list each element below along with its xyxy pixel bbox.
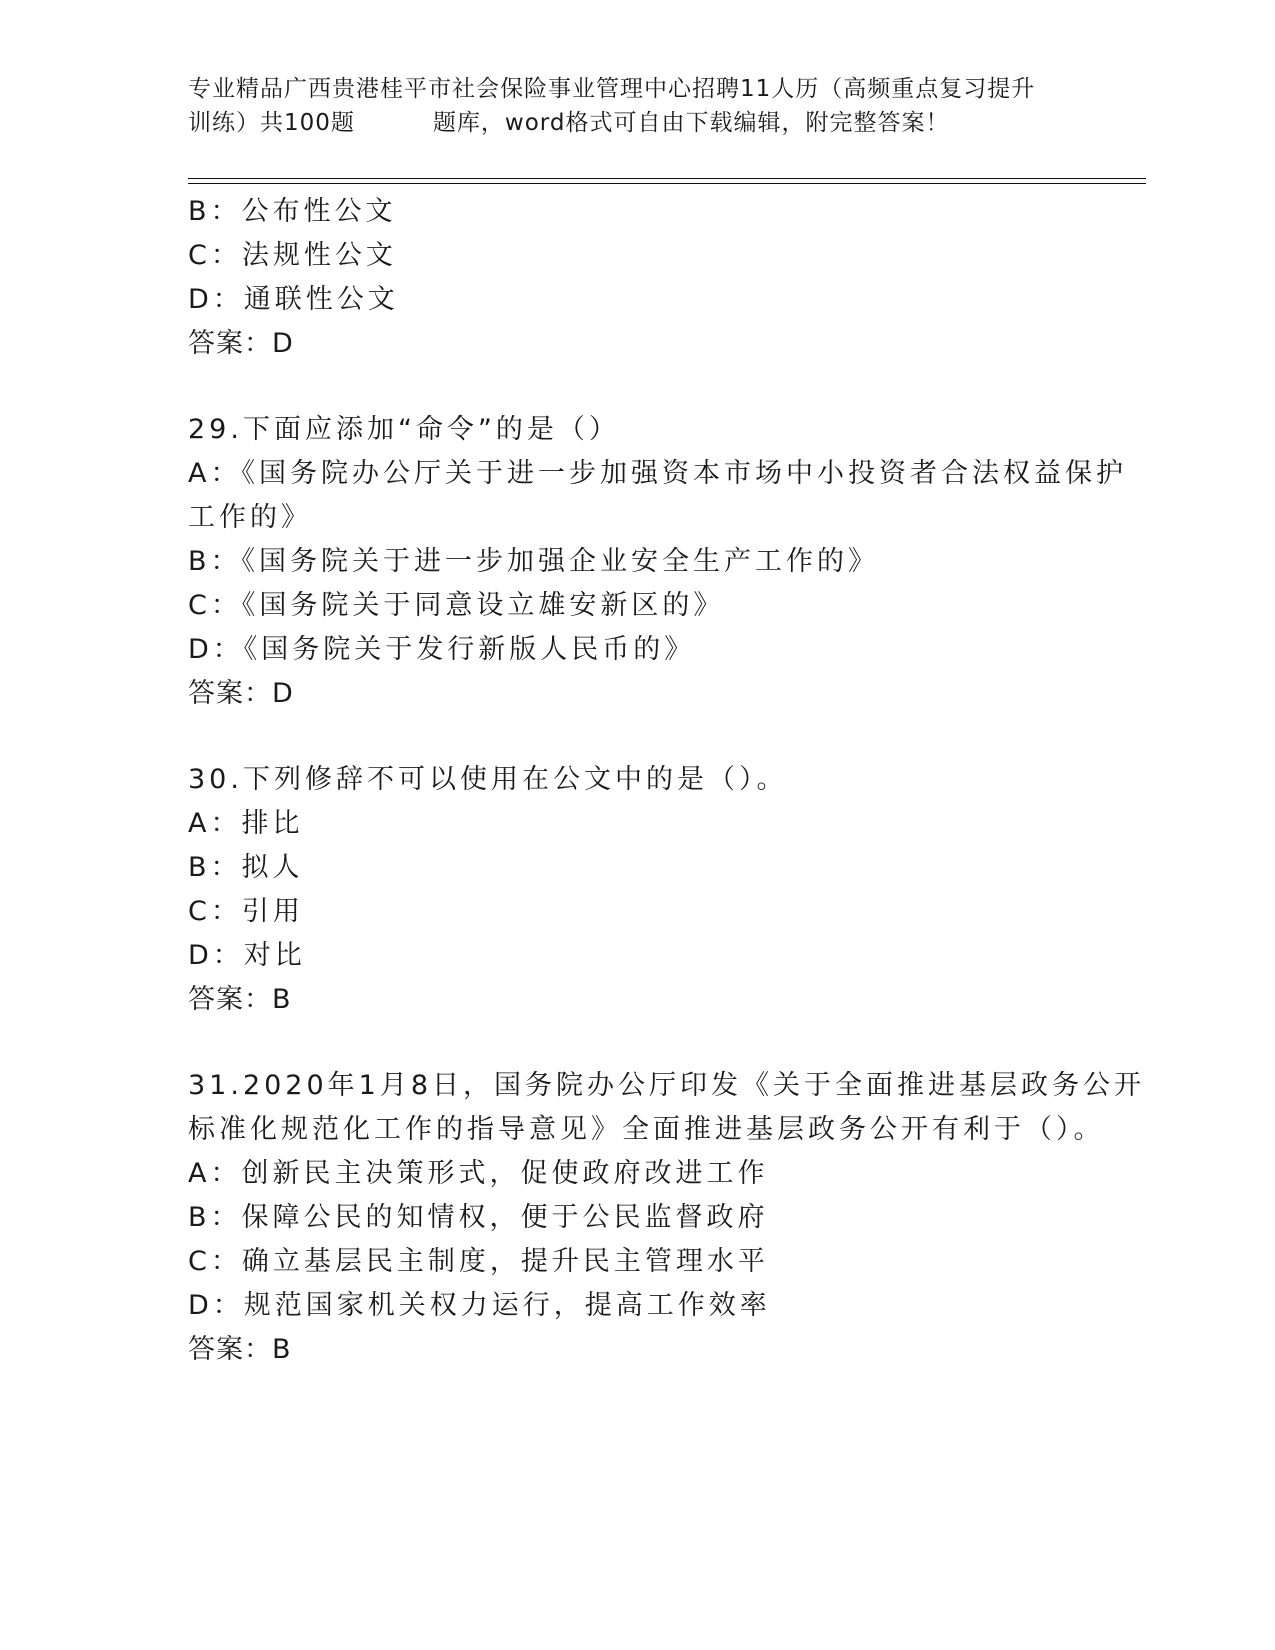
q28-option-d: D：通联性公文 bbox=[188, 284, 399, 315]
q29-option-d: D：《国务院关于发行新版人民币的》 bbox=[188, 634, 696, 665]
q31-option-b: B：保障公民的知情权，便于公民监督政府 bbox=[188, 1202, 769, 1233]
header-line-2-left: 训练）共100题 bbox=[188, 110, 355, 136]
q29-answer: 答案：D bbox=[188, 678, 294, 709]
q29-option-a-line2: 工作的》 bbox=[188, 502, 312, 533]
q30-question: 30.下列修辞不可以使用在公文中的是（）。 bbox=[188, 764, 788, 795]
header-divider-bottom bbox=[188, 183, 1146, 184]
header-line-1: 专业精品广西贵港桂平市社会保险事业管理中心招聘11人历（高频重点复习提升 bbox=[188, 76, 1036, 102]
q31-question-line1: 31.2020年1月8日，国务院办公厅印发《关于全面推进基层政务公开 bbox=[188, 1070, 1146, 1101]
q29-option-c: C：《国务院关于同意设立雄安新区的》 bbox=[188, 590, 725, 621]
q28-option-c: C：法规性公文 bbox=[188, 240, 397, 271]
q28-option-b: B：公布性公文 bbox=[188, 196, 397, 227]
document-header bbox=[188, 72, 1108, 140]
q31-option-a: A：创新民主决策形式，促使政府改进工作 bbox=[188, 1158, 769, 1189]
q31-answer: 答案：B bbox=[188, 1334, 292, 1365]
header-line-2-right: 题库，word格式可自由下载编辑，附完整答案！ bbox=[432, 110, 950, 136]
q29-question: 29.下面应添加“命令”的是（） bbox=[188, 414, 620, 445]
header-divider-top bbox=[188, 178, 1146, 179]
q28-answer: 答案：D bbox=[188, 328, 294, 359]
q31-option-c: C：确立基层民主制度，提升民主管理水平 bbox=[188, 1246, 769, 1277]
q30-option-c: C：引用 bbox=[188, 896, 304, 927]
header-line-2 bbox=[188, 106, 1108, 140]
q29-option-a-line1: A：《国务院办公厅关于进一步加强资本市场中小投资者合法权益保护 bbox=[188, 458, 1127, 489]
q31-question-line2: 标准化规范化工作的指导意见》全面推进基层政务公开有利于（）。 bbox=[188, 1114, 1105, 1145]
q30-answer: 答案：B bbox=[188, 984, 292, 1015]
q30-option-b: B：拟人 bbox=[188, 852, 304, 883]
q30-option-d: D：对比 bbox=[188, 940, 306, 971]
q29-option-b: B：《国务院关于进一步加强企业安全生产工作的》 bbox=[188, 546, 880, 577]
q30-option-a: A：排比 bbox=[188, 808, 304, 839]
q31-option-d: D：规范国家机关权力运行，提高工作效率 bbox=[188, 1290, 771, 1321]
